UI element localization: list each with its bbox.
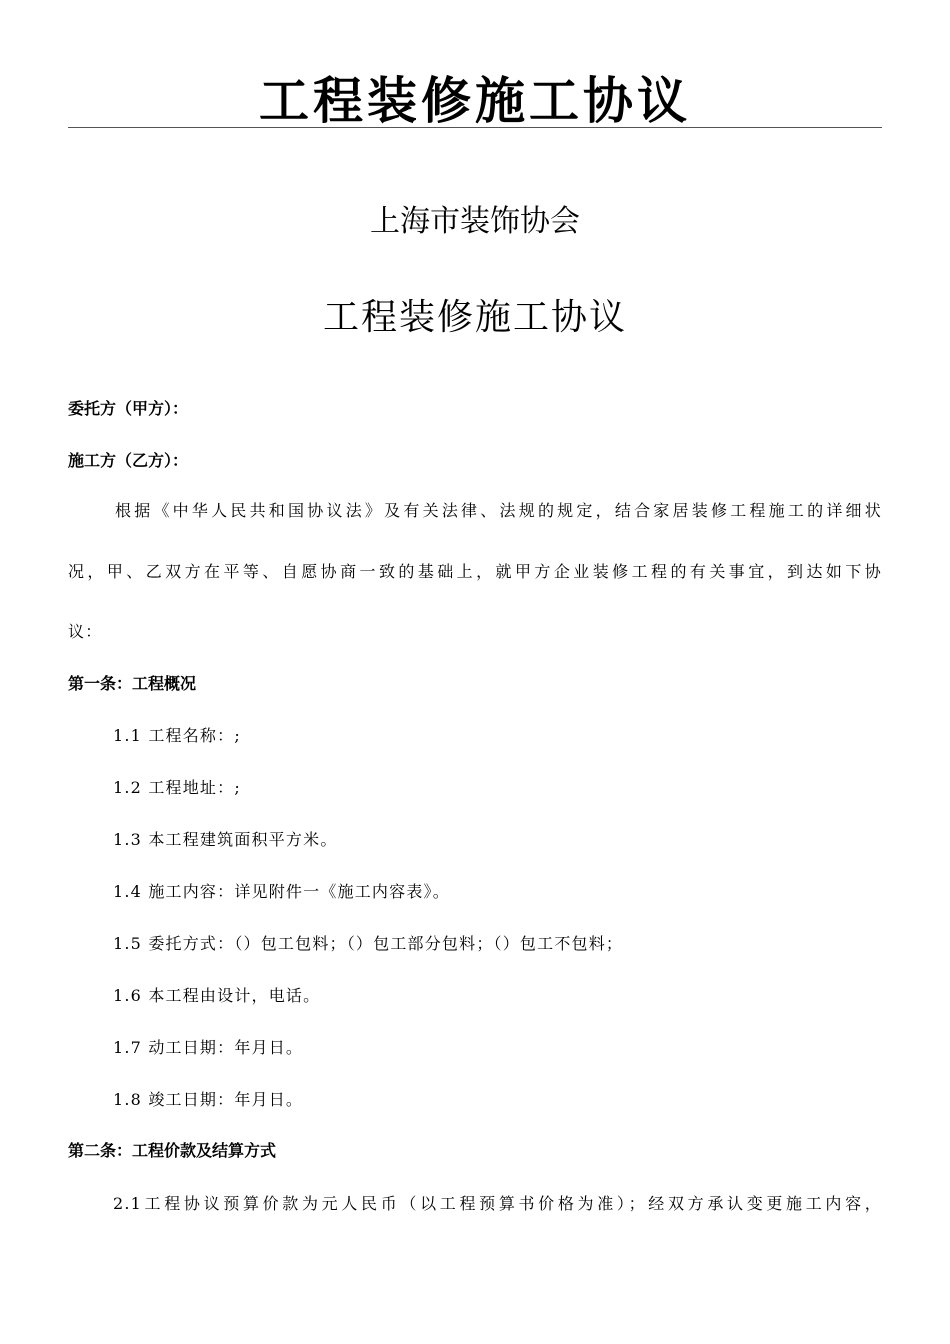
article-1-item-3: 1.3 本工程建筑面积平方米。 [113,830,338,849]
agreement-title: 工程装修施工协议 [322,297,627,338]
intro-line-2: 况，甲、乙双方在平等、自愿协商一致的基础上，就甲方企业装修工程的有关事宜，到达如下协 [68,562,882,581]
article-1-item-7: 1.7 动工日期：年月日。 [113,1038,304,1057]
article-1-heading: 第一条：工程概况 [68,674,197,693]
article-1-item-2: 1.2 工程地址：; [113,778,241,797]
article-2-heading: 第二条：工程价款及结算方式 [68,1141,277,1160]
article-1-item-4: 1.4 施工内容：详见附件一《施工内容表》。 [113,882,450,901]
party-b-label: 施工方（乙方）： [68,451,189,470]
intro-line-1: 根据《中华人民共和国协议法》及有关法律、法规的规定，结合家居装修工程施工的详细状 [115,501,882,520]
article-1-item-5: 1.5 委托方式：（）包工包料；（）包工部分包料；（）包工不包料； [113,934,624,953]
organization-name: 上海市装饰协会 [370,204,580,239]
article-1-item-8: 1.8 竣工日期：年月日。 [113,1090,304,1109]
article-1-item-6: 1.6 本工程由设计，电话。 [113,986,321,1005]
title-divider [68,127,882,128]
party-a-label: 委托方（甲方）： [68,399,189,418]
intro-line-3: 议： [68,622,103,641]
article-2-item-1: 2.1工程协议预算价款为元人民币（以工程预算书价格为准）；经双方承认变更施工内容， [113,1194,882,1213]
document-title: 工程装修施工协议 [259,71,691,130]
article-1-item-1: 1.1 工程名称：; [113,726,241,745]
